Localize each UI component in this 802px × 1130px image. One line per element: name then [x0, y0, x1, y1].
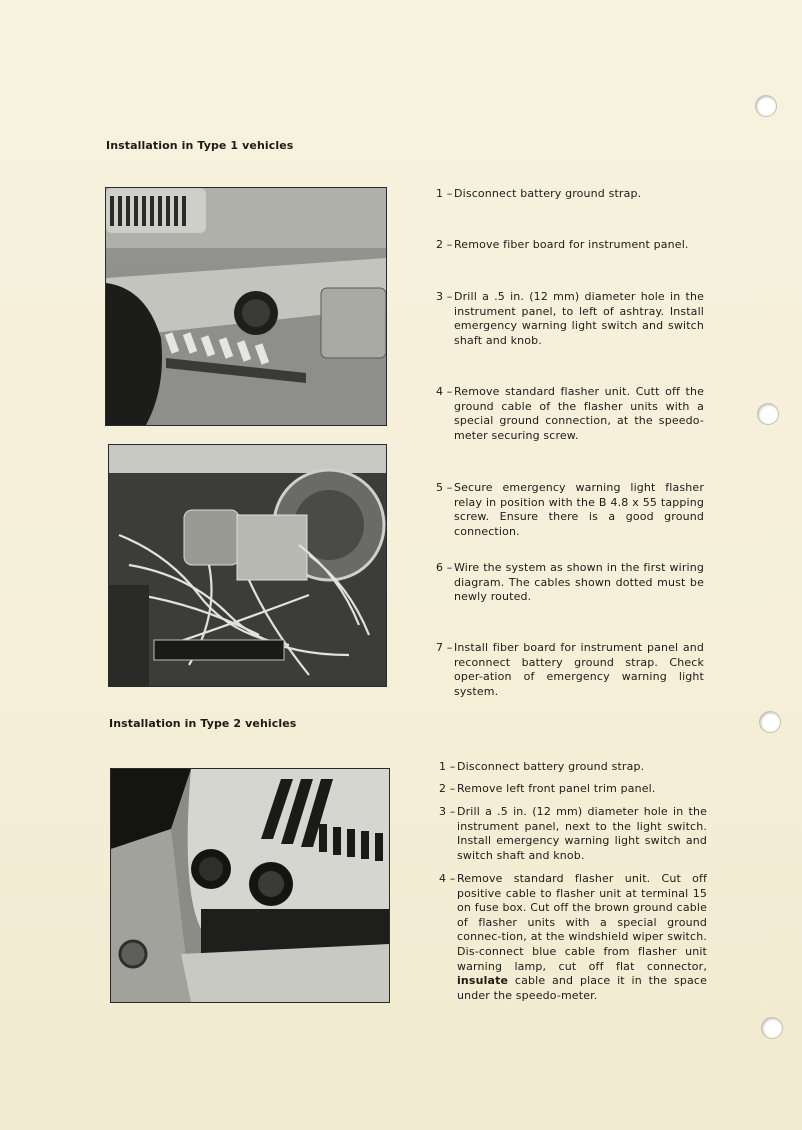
step-text: Disconnect battery ground strap.: [457, 760, 645, 773]
step-text: Drill a .5 in. (12 mm) diameter hole in the instrument panel, next to the light switch. Install emergency warning light switch and switch shaft and knob.: [457, 805, 707, 862]
step-text: Remove fiber board for instrument panel.: [454, 238, 689, 251]
punch-hole: [758, 404, 778, 424]
step-text-bold: insulate: [457, 974, 509, 988]
step-number: 1 –: [439, 760, 456, 773]
step-item: [436, 290, 704, 348]
photo-type2-dashboard: [111, 769, 389, 1002]
step-number: 7 –: [436, 641, 453, 654]
step-item: [439, 760, 707, 775]
step-text: Secure emergency warning light flasher relay in position with the B 4.8 x 55 tapping screw. Ensure there is a good ground connection.: [454, 481, 704, 538]
step-item: [439, 782, 707, 797]
step-item: [436, 385, 704, 443]
step-number: 4 –: [439, 872, 456, 885]
step-number: 2 –: [439, 782, 456, 795]
step-text: [439, 872, 707, 1003]
step-text: Install fiber board for instrument panel and reconnect battery ground strap. Check oper-ation of emergency warning light system.: [454, 641, 704, 698]
photo-type1-dashboard: [106, 188, 386, 425]
step-item: [436, 641, 704, 699]
step-item: [436, 481, 704, 539]
step-text-part: Remove standard flasher unit. Cut off positive cable to flasher unit at terminal 15 on fuse box. Cut off the brown ground cable of flasher units with a special ground connec-tion, at the windshield wiper switch. Dis-connect blue cable from flasher unit warning lamp, cut off flat connector,: [457, 872, 707, 973]
step-item: [439, 872, 707, 1003]
step-item: [436, 187, 704, 202]
section-heading-type1: Installation in Type 1 vehicles: [106, 139, 294, 152]
punch-hole: [760, 712, 780, 732]
step-item: [436, 561, 704, 605]
section-heading-type2: Installation in Type 2 vehicles: [109, 717, 297, 730]
punch-hole: [756, 96, 776, 116]
photo-type1-wiring: [109, 445, 386, 686]
step-number: 3 –: [439, 805, 456, 818]
step-text: Drill a .5 in. (12 mm) diameter hole in the instrument panel, to left of ashtray. Install emergency warning light switch and switch shaft and knob.: [454, 290, 704, 347]
step-item: [439, 805, 707, 863]
punch-hole: [762, 1018, 782, 1038]
step-number: 5 –: [436, 481, 453, 494]
step-number: 2 –: [436, 238, 453, 251]
step-text-part: cable and place it in the space under the speedo-meter.: [457, 974, 707, 1002]
step-number: 6 –: [436, 561, 453, 574]
step-number: 4 –: [436, 385, 453, 398]
step-text: Remove left front panel trim panel.: [457, 782, 656, 795]
step-number: 3 –: [436, 290, 453, 303]
step-text: Wire the system as shown in the first wiring diagram. The cables shown dotted must be newly routed.: [454, 561, 704, 604]
step-text: Remove standard flasher unit. Cutt off the ground cable of the flasher units with a special ground connection, at the speedo-meter securing screw.: [454, 385, 704, 442]
step-number: 1 –: [436, 187, 453, 200]
step-item: [436, 238, 704, 253]
step-text: Disconnect battery ground strap.: [454, 187, 642, 200]
